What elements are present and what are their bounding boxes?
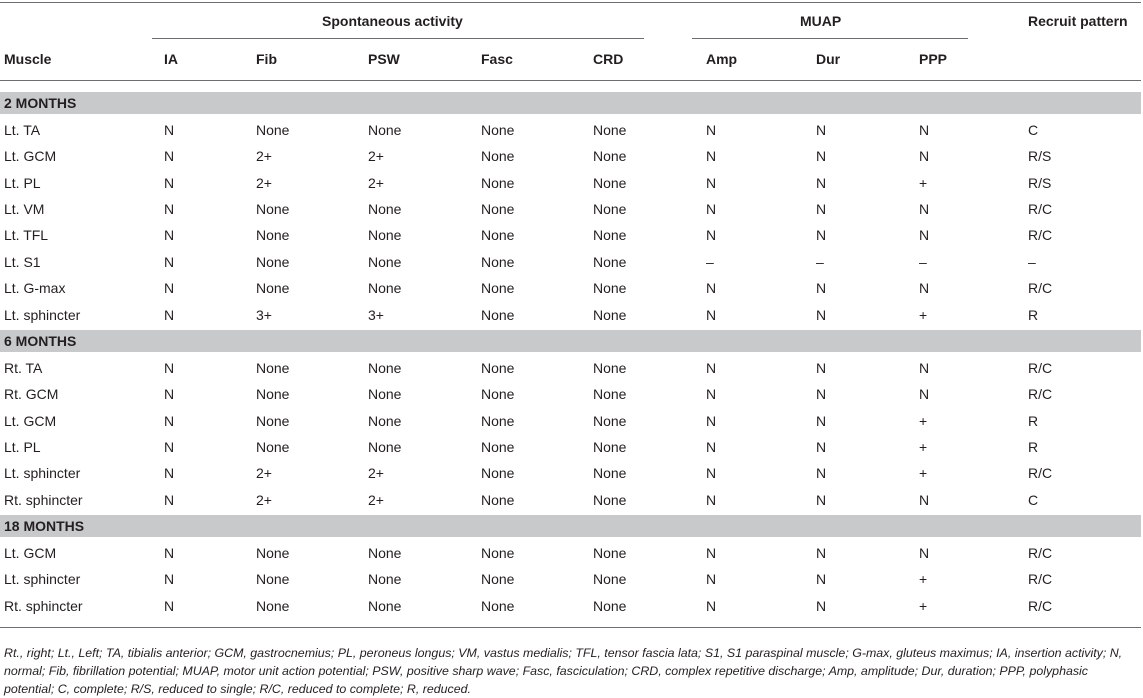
cell-ppp: + <box>919 413 928 429</box>
cell-crd: None <box>593 465 627 481</box>
cell-dur: N <box>816 360 827 376</box>
cell-psw: None <box>368 439 402 455</box>
cell-ia: N <box>164 254 175 270</box>
cell-amp: N <box>706 545 717 561</box>
table-row <box>0 487 1143 513</box>
table-top-rule <box>0 2 1141 3</box>
column-header-dur: Dur <box>816 51 841 67</box>
cell-amp: – <box>706 254 714 270</box>
table-footnote: Rt., right; Lt., Left; TA, tibialis anterior; GCM, gastrocnemius; PL, peroneus longus; VM, vastus medialis; TFL, tensor fascia lata; S1, S1 paraspinal muscle; G-max, gluteus maximus; IA, insertion activity; N, normal; Fib, fibrillation potential; MUAP, motor unit action potential; PSW, positive sharp wave; Fasc, fasciculation; CRD, complex repetitive discharge; Amp, amplitude; Dur, duration; PPP, polyphasic potential; C, complete; R/S, reduced to single; R/C, reduced to complete; R, reduced. <box>4 646 1123 696</box>
cell-ppp: + <box>919 598 928 614</box>
cell-amp: N <box>706 413 717 429</box>
cell-ia: N <box>164 598 175 614</box>
cell-crd: None <box>593 148 627 164</box>
cell-ia: N <box>164 227 175 243</box>
section-band-18-months <box>0 515 1141 537</box>
cell-recruit: R/C <box>1028 386 1053 402</box>
cell-dur: N <box>816 122 827 138</box>
cell-psw: None <box>368 386 402 402</box>
cell-fasc: None <box>481 571 515 587</box>
section-band-6-months <box>0 330 1141 352</box>
cell-amp: N <box>706 280 717 296</box>
cell-crd: None <box>593 598 627 614</box>
section-label: 18 MONTHS <box>4 518 85 534</box>
cell-dur: N <box>816 307 827 323</box>
header-bottom-rule <box>0 80 1141 81</box>
cell-fib: None <box>256 122 290 138</box>
cell-recruit: R <box>1028 307 1039 323</box>
cell-fib: 2+ <box>256 465 272 481</box>
cell-fasc: None <box>481 439 515 455</box>
cell-fasc: None <box>481 148 515 164</box>
cell-recruit: R/S <box>1028 175 1052 191</box>
cell-psw: 2+ <box>368 148 384 164</box>
cell-fib: None <box>256 201 290 217</box>
table-row <box>0 170 1143 196</box>
table-row <box>0 460 1143 486</box>
cell-dur: N <box>816 175 827 191</box>
cell-psw: None <box>368 571 402 587</box>
column-header-crd: CRD <box>593 51 624 67</box>
cell-psw: None <box>368 201 402 217</box>
cell-fasc: None <box>481 227 515 243</box>
group-header-spontaneous-activity: Spontaneous activity <box>322 13 463 29</box>
cell-muscle: Rt. sphincter <box>4 598 83 614</box>
cell-fib: 2+ <box>256 148 272 164</box>
cell-dur: N <box>816 148 827 164</box>
cell-muscle: Lt. GCM <box>4 413 57 429</box>
cell-fib: 2+ <box>256 492 272 508</box>
cell-psw: 2+ <box>368 492 384 508</box>
cell-ia: N <box>164 386 175 402</box>
cell-muscle: Lt. GCM <box>4 148 57 164</box>
table-row <box>0 222 1143 248</box>
cell-fib: None <box>256 571 290 587</box>
cell-recruit: R <box>1028 439 1039 455</box>
cell-psw: None <box>368 413 402 429</box>
cell-ppp: – <box>919 254 927 270</box>
cell-fasc: None <box>481 386 515 402</box>
cell-psw: None <box>368 254 402 270</box>
cell-fasc: None <box>481 122 515 138</box>
table-row <box>0 593 1143 619</box>
table-bottom-rule <box>0 627 1141 628</box>
cell-amp: N <box>706 307 717 323</box>
table-row <box>0 275 1143 301</box>
cell-dur: N <box>816 280 827 296</box>
column-header-fasc: Fasc <box>481 51 513 67</box>
cell-psw: 2+ <box>368 175 384 191</box>
cell-ia: N <box>164 201 175 217</box>
cell-fib: None <box>256 386 290 402</box>
table-row <box>0 540 1143 566</box>
cell-amp: N <box>706 360 717 376</box>
cell-ppp: + <box>919 307 928 323</box>
column-header-recruit-pattern: Recruit pattern <box>1028 13 1128 29</box>
cell-muscle: Lt. PL <box>4 175 41 191</box>
cell-crd: None <box>593 254 627 270</box>
table-row <box>0 117 1143 143</box>
cell-muscle: Lt. PL <box>4 439 41 455</box>
cell-crd: None <box>593 413 627 429</box>
cell-ppp: N <box>919 386 930 402</box>
cell-muscle: Rt. TA <box>4 360 43 376</box>
cell-crd: None <box>593 201 627 217</box>
cell-fib: None <box>256 545 290 561</box>
cell-ia: N <box>164 307 175 323</box>
cell-amp: N <box>706 598 717 614</box>
table-row <box>0 408 1143 434</box>
cell-dur: N <box>816 227 827 243</box>
cell-crd: None <box>593 386 627 402</box>
cell-ia: N <box>164 545 175 561</box>
cell-dur: N <box>816 439 827 455</box>
cell-psw: None <box>368 122 402 138</box>
group-rule-muap <box>692 38 968 39</box>
cell-amp: N <box>706 148 717 164</box>
cell-recruit: R/C <box>1028 227 1053 243</box>
cell-psw: 2+ <box>368 465 384 481</box>
cell-dur: N <box>816 545 827 561</box>
column-header-ppp: PPP <box>919 51 948 67</box>
cell-dur: N <box>816 413 827 429</box>
column-header-ia: IA <box>164 51 178 67</box>
cell-fasc: None <box>481 545 515 561</box>
cell-crd: None <box>593 439 627 455</box>
cell-psw: None <box>368 280 402 296</box>
cell-fasc: None <box>481 413 515 429</box>
cell-psw: None <box>368 545 402 561</box>
cell-recruit: R/C <box>1028 545 1053 561</box>
cell-recruit: – <box>1028 254 1036 270</box>
table-row <box>0 249 1143 275</box>
cell-recruit: C <box>1028 122 1039 138</box>
cell-recruit: R/C <box>1028 598 1053 614</box>
cell-fasc: None <box>481 307 515 323</box>
cell-crd: None <box>593 122 627 138</box>
cell-ia: N <box>164 571 175 587</box>
cell-psw: None <box>368 360 402 376</box>
cell-muscle: Lt. VM <box>4 201 45 217</box>
cell-psw: None <box>368 227 402 243</box>
cell-fasc: None <box>481 360 515 376</box>
cell-fib: None <box>256 360 290 376</box>
section-band-2-months <box>0 92 1141 114</box>
cell-recruit: C <box>1028 492 1039 508</box>
cell-recruit: R <box>1028 413 1039 429</box>
cell-recruit: R/C <box>1028 360 1053 376</box>
cell-fasc: None <box>481 465 515 481</box>
cell-ia: N <box>164 465 175 481</box>
group-header-muap: MUAP <box>800 13 842 29</box>
cell-amp: N <box>706 227 717 243</box>
cell-muscle: Lt. S1 <box>4 254 41 270</box>
cell-ppp: N <box>919 201 930 217</box>
column-header-amp: Amp <box>706 51 738 67</box>
cell-recruit: R/C <box>1028 571 1053 587</box>
cell-recruit: R/S <box>1028 148 1052 164</box>
column-header-psw: PSW <box>368 51 400 67</box>
cell-dur: N <box>816 492 827 508</box>
cell-fib: None <box>256 598 290 614</box>
cell-ppp: + <box>919 571 928 587</box>
cell-amp: N <box>706 201 717 217</box>
cell-muscle: Lt. TFL <box>4 227 49 243</box>
table-row <box>0 434 1143 460</box>
cell-recruit: R/C <box>1028 201 1053 217</box>
cell-fasc: None <box>481 201 515 217</box>
cell-ia: N <box>164 175 175 191</box>
cell-ia: N <box>164 122 175 138</box>
cell-fib: 2+ <box>256 175 272 191</box>
cell-dur: – <box>816 254 824 270</box>
cell-ia: N <box>164 360 175 376</box>
cell-ppp: N <box>919 545 930 561</box>
cell-crd: None <box>593 545 627 561</box>
cell-ia: N <box>164 439 175 455</box>
table-row <box>0 143 1143 169</box>
cell-muscle: Lt. sphincter <box>4 465 81 481</box>
cell-ia: N <box>164 280 175 296</box>
cell-recruit: R/C <box>1028 280 1053 296</box>
column-header-fib: Fib <box>256 51 277 67</box>
cell-crd: None <box>593 571 627 587</box>
cell-amp: N <box>706 175 717 191</box>
cell-ppp: N <box>919 492 930 508</box>
table-row <box>0 566 1143 592</box>
cell-ppp: + <box>919 465 928 481</box>
cell-fib: None <box>256 280 290 296</box>
table-row <box>0 355 1143 381</box>
cell-ppp: N <box>919 227 930 243</box>
cell-fasc: None <box>481 492 515 508</box>
cell-dur: N <box>816 386 827 402</box>
cell-muscle: Lt. sphincter <box>4 307 81 323</box>
cell-fib: None <box>256 413 290 429</box>
cell-ia: N <box>164 492 175 508</box>
section-label: 2 MONTHS <box>4 95 77 111</box>
cell-ppp: N <box>919 122 930 138</box>
cell-crd: None <box>593 360 627 376</box>
cell-fib: None <box>256 227 290 243</box>
cell-ia: N <box>164 148 175 164</box>
cell-dur: N <box>816 201 827 217</box>
cell-amp: N <box>706 122 717 138</box>
cell-dur: N <box>816 571 827 587</box>
cell-fib: None <box>256 439 290 455</box>
cell-muscle: Rt. sphincter <box>4 492 83 508</box>
cell-crd: None <box>593 492 627 508</box>
section-label: 6 MONTHS <box>4 333 77 349</box>
cell-muscle: Rt. GCM <box>4 386 59 402</box>
cell-dur: N <box>816 465 827 481</box>
group-rule-spontaneous-activity <box>152 38 644 39</box>
cell-recruit: R/C <box>1028 465 1053 481</box>
cell-amp: N <box>706 439 717 455</box>
cell-amp: N <box>706 465 717 481</box>
cell-ppp: N <box>919 280 930 296</box>
cell-ppp: + <box>919 439 928 455</box>
cell-crd: None <box>593 307 627 323</box>
cell-fib: 3+ <box>256 307 272 323</box>
cell-psw: None <box>368 598 402 614</box>
table-row <box>0 196 1143 222</box>
cell-crd: None <box>593 227 627 243</box>
cell-muscle: Lt. TA <box>4 122 41 138</box>
table-row <box>0 302 1143 328</box>
cell-amp: N <box>706 492 717 508</box>
table-row <box>0 381 1143 407</box>
cell-fasc: None <box>481 254 515 270</box>
cell-dur: N <box>816 598 827 614</box>
cell-crd: None <box>593 280 627 296</box>
cell-fasc: None <box>481 175 515 191</box>
cell-crd: None <box>593 175 627 191</box>
cell-fasc: None <box>481 598 515 614</box>
cell-ppp: + <box>919 175 928 191</box>
cell-psw: 3+ <box>368 307 384 323</box>
cell-fasc: None <box>481 280 515 296</box>
cell-amp: N <box>706 386 717 402</box>
cell-muscle: Lt. G-max <box>4 280 66 296</box>
cell-amp: N <box>706 571 717 587</box>
cell-fib: None <box>256 254 290 270</box>
column-header-muscle: Muscle <box>4 51 52 67</box>
cell-muscle: Lt. sphincter <box>4 571 81 587</box>
cell-ppp: N <box>919 360 930 376</box>
cell-muscle: Lt. GCM <box>4 545 57 561</box>
cell-ppp: N <box>919 148 930 164</box>
cell-ia: N <box>164 413 175 429</box>
